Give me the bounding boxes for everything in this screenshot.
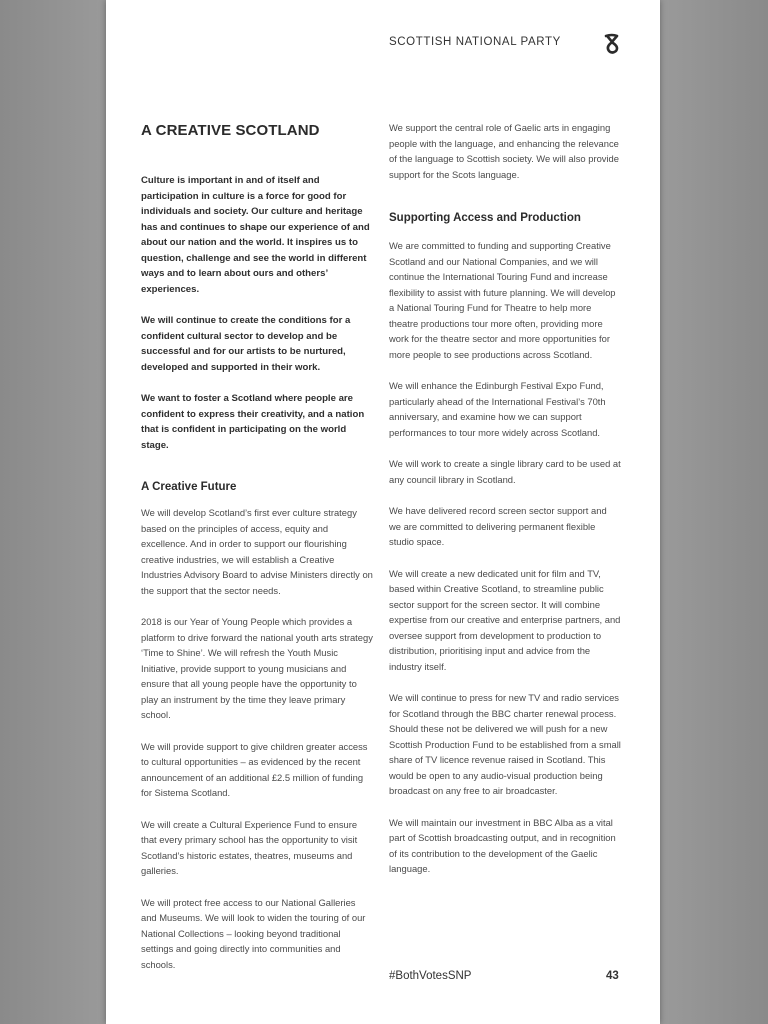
body-paragraph: We support the central role of Gaelic arts in engaging people with the language, and enhancing the relevance of the language to Scottish society. We will also provide support for the Scots language. (389, 122, 619, 180)
body-paragraph: We have delivered record screen sector support and we are committed to delivering permanent flexible studio space. (389, 505, 607, 547)
snp-logo-icon (602, 33, 622, 55)
right-column (389, 120, 621, 893)
viewer-background-right (660, 0, 768, 1024)
intro-section (141, 173, 373, 453)
body-paragraph: We will create a new dedicated unit for film and TV, based within Creative Scotland, to streamline public sector support for the screen sector. It will combine expertise from our creative and enterprise partners, and oversee support from development to production to distribution, prioritising input and advice from the industry itself. (389, 567, 621, 672)
header-party-name: SCOTTISH NATIONAL PARTY (389, 36, 561, 48)
creative-future-body (141, 505, 373, 972)
body-paragraph: We will work to create a single library card to be used at any council library in Scotland. (389, 458, 621, 485)
viewer-background-left (0, 0, 106, 1024)
intro-paragraph: Culture is important in and of itself and participation in culture is a force for good for individuals and society. Our culture and heritage has and continues to shape our experience of and about our nation and the world. It inspires us to question, challenge and see the world in different ways and to learn about ours and others’ experiences. (141, 175, 370, 295)
intro-paragraph: We will continue to create the conditions for a confident cultural sector to develop and be successful and for our artists to be nurtured, developed and supported in their work. (141, 315, 351, 373)
section-heading-creative-future: A Creative Future (141, 481, 237, 493)
page-number: 43 (606, 970, 619, 982)
body-paragraph: We will enhance the Edinburgh Festival Expo Fund, particularly ahead of the International Festival’s 70th anniversary, and examine how we can support performances to tour more widely across Scotland. (389, 380, 606, 438)
gaelic-section (389, 120, 621, 182)
footer-hashtag: #BothVotesSNP (389, 970, 472, 982)
body-paragraph: We will provide support to give children greater access to cultural opportunities – as evidenced by the recent announcement of an additional £2.5 million of funding for Sistema Scotland. (141, 740, 368, 798)
access-production-body (389, 238, 621, 877)
body-paragraph: We will continue to press for new TV and radio services for Scotland through the BBC charter renewal process. Should these not be delivered we will push for a new Scottish Production Fund to be established from a small share of TV licence revenue raised in Scotland. This would be open to any audio-visual production being broadcast on any free to air broadcaster. (389, 692, 621, 796)
body-paragraph: We will create a Cultural Experience Fund to ensure that every primary school has the opportunity to visit Scotland’s historic estates, theatres, museums and galleries. (141, 818, 358, 876)
page-title: A CREATIVE SCOTLAND (141, 122, 320, 139)
body-paragraph: We will protect free access to our National Galleries and Museums. We will look to widen the touring of our National Collections – looking beyond traditional settings and going directly into communities and schools. (141, 896, 366, 970)
left-column (141, 122, 373, 988)
body-paragraph: 2018 is our Year of Young People which provides a platform to drive forward the national youth arts strategy ‘Time to Shine’. We will refresh the Youth Music Initiative, provide support to young musicians and ensure that all young people have the opportunity to play an instrument by the time they leave primary school. (141, 616, 373, 720)
intro-paragraph: We want to foster a Scotland where people are confident to express their creativity, and a nation that is confident in participating on the world stage. (141, 393, 365, 451)
body-paragraph: We will maintain our investment in BBC Alba as a vital part of Scottish broadcasting output, and in recognition of its contribution to the development of the Gaelic language. (389, 816, 616, 874)
section-heading-access-production: Supporting Access and Production (389, 212, 581, 224)
body-paragraph: We are committed to funding and supporting Creative Scotland and our National Companies, and we will continue the International Touring Fund and increase flexibility to assist with future planning. We will develop a National Touring Fund for Theatre to help more theatre productions tour more often, providing more work for the theatre sector and more opportunities for more people to see productions across Scotland. (389, 240, 616, 360)
document-page (106, 0, 660, 1024)
body-paragraph: We will develop Scotland’s first ever culture strategy based on the principles of access, equity and excellence. And in order to support our flourishing creative industries, we will establish a Creative Industries Advisory Board to advise Ministers directly on the support that the sector needs. (141, 507, 373, 596)
